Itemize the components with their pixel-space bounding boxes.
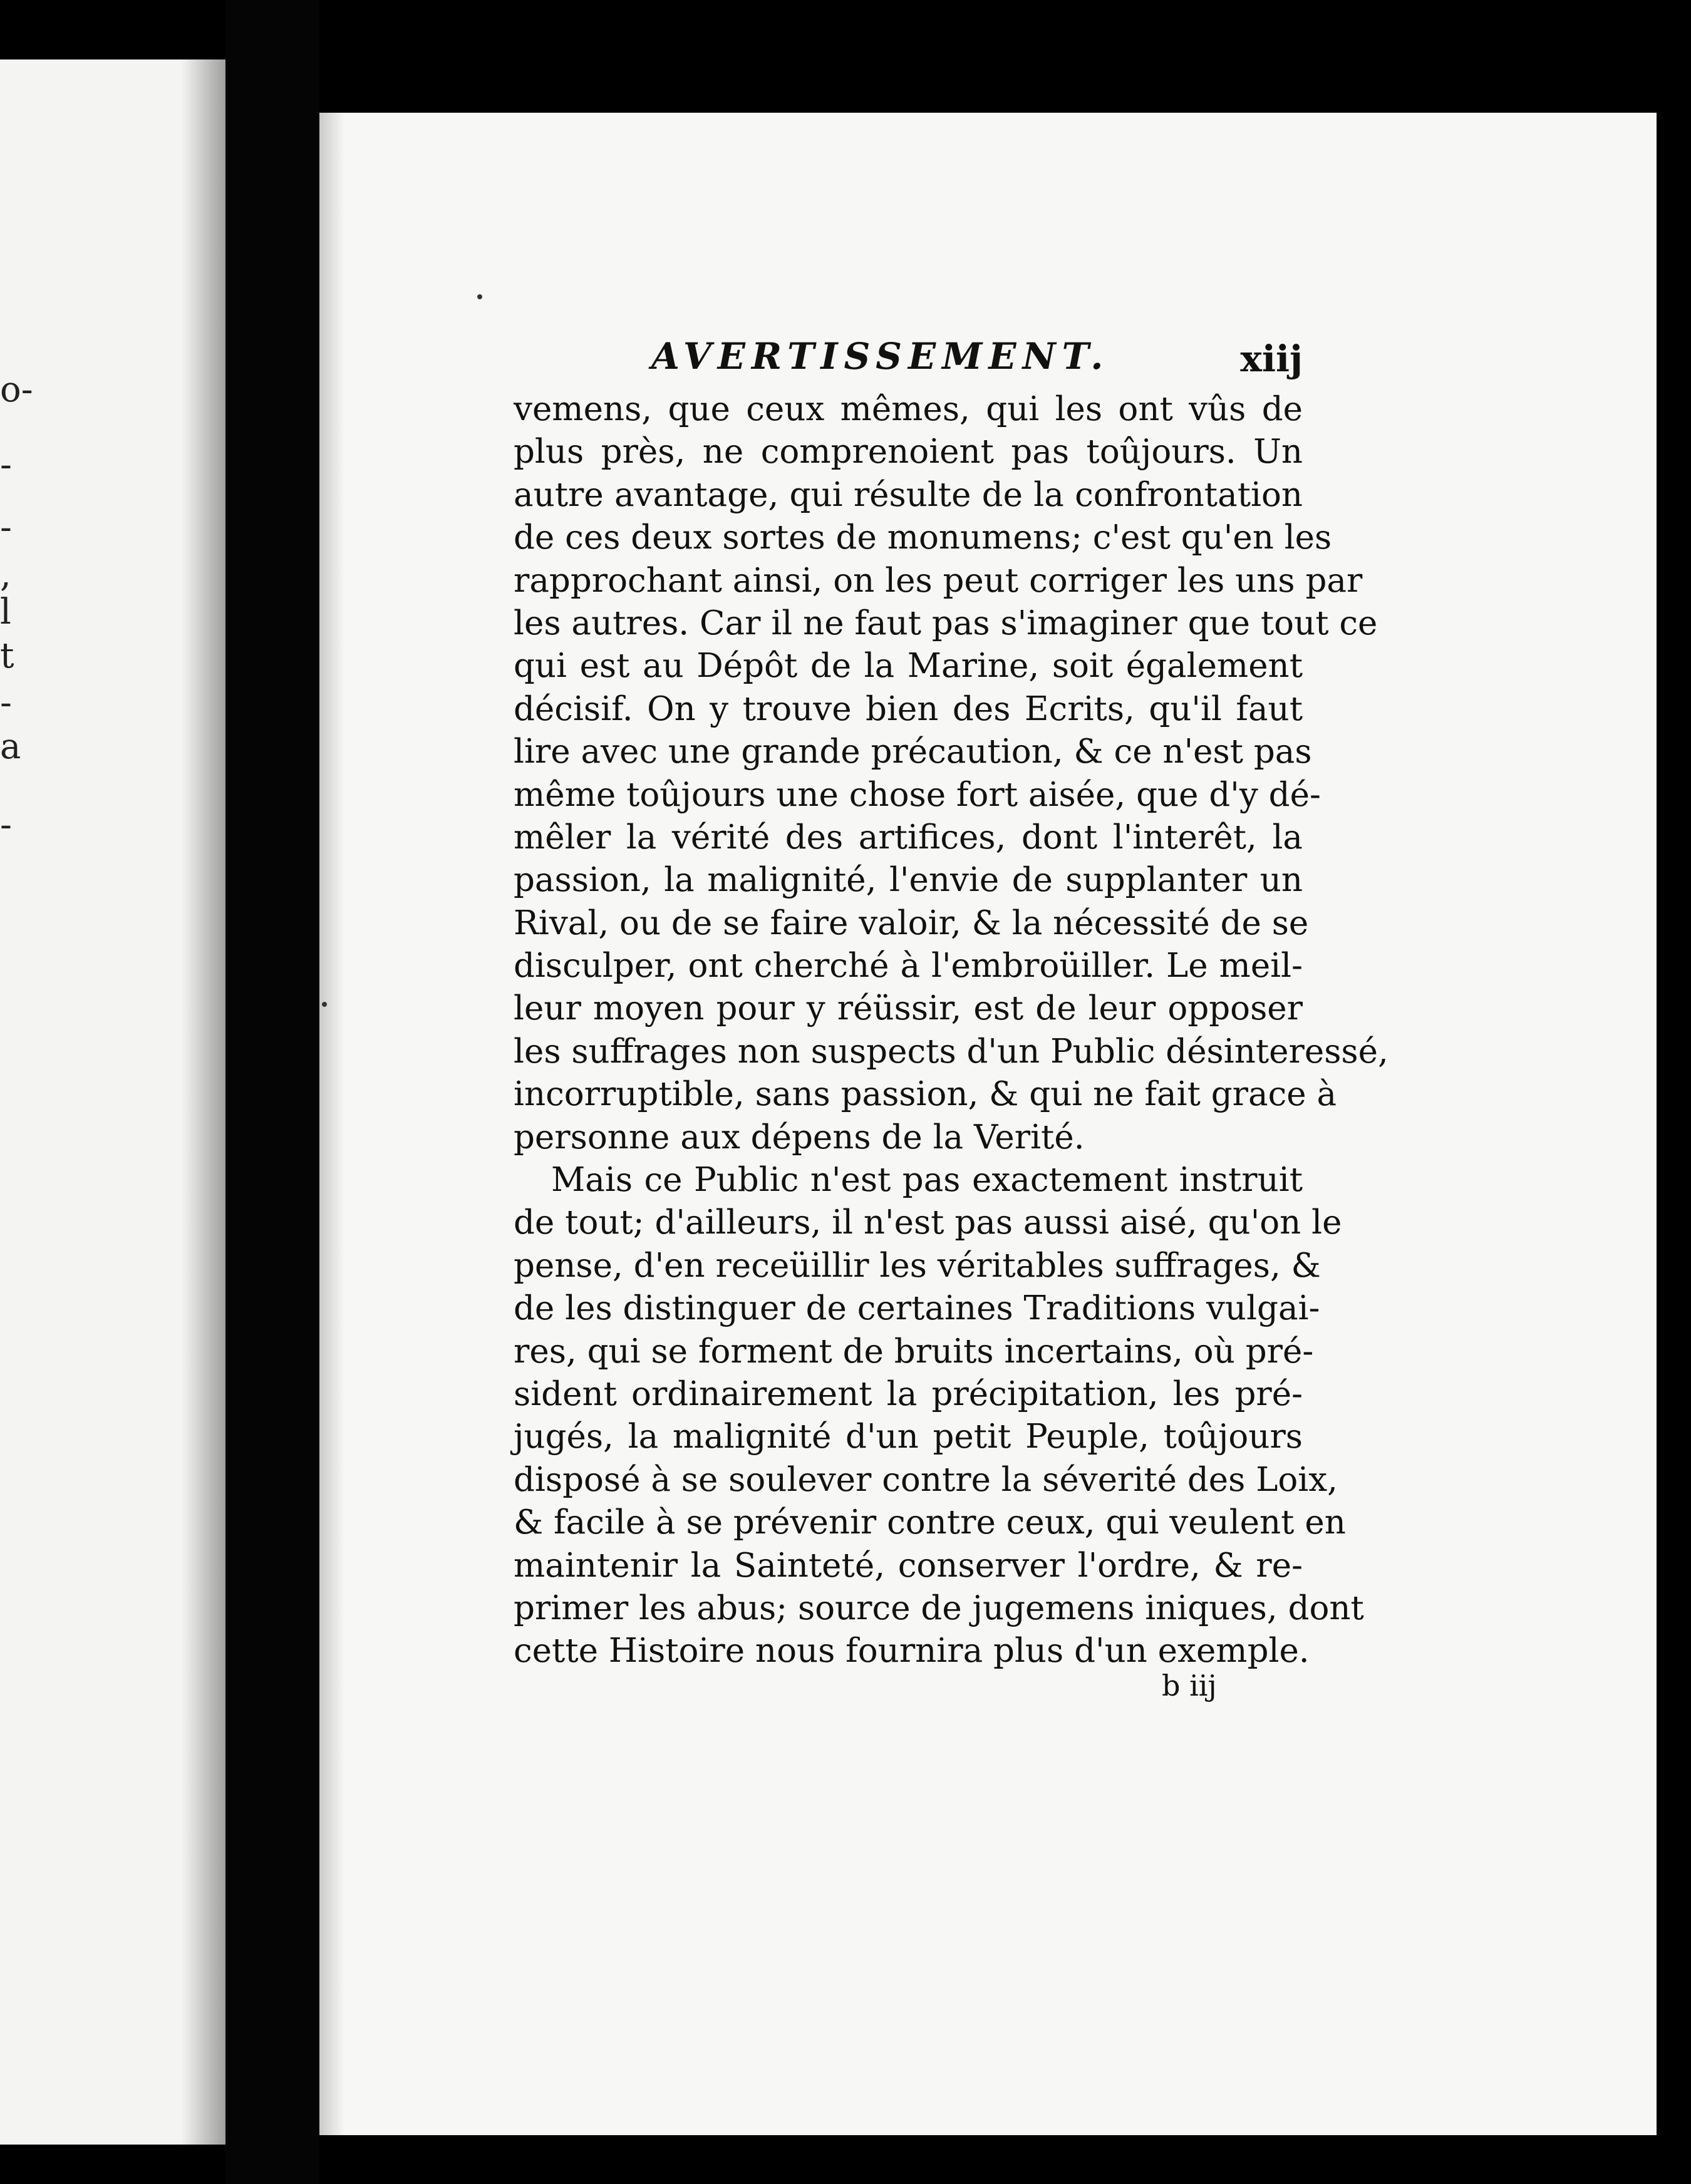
text-line: res, qui se forment de bruits incertains, où pré-: [514, 1332, 1314, 1371]
text-line: vemens, que ceux mêmes, qui les ont vûs de: [514, 390, 1303, 428]
text-line: même toûjours une chose fort aisée, que d'y dé-: [514, 775, 1321, 814]
book-gutter: [225, 0, 319, 2184]
left-margin-glyph: l: [0, 592, 11, 632]
text-line: Rival, ou de se faire valoir, & la nécessité de se: [514, 904, 1309, 942]
text-line: sident ordinairement la précipitation, les pré-: [514, 1374, 1303, 1413]
text-line: autre avantage, qui résulte de la confrontation: [514, 475, 1303, 514]
text-line: lire avec une grande précaution, & ce n'est pas: [514, 733, 1312, 771]
text-line: incorruptible, sans passion, & qui ne fait grace à: [514, 1075, 1337, 1114]
text-line: primer les abus; source de jugemens iniques, dont: [514, 1589, 1364, 1627]
text-line: de tout; d'ailleurs, il n'est pas aussi aisé, qu'on le: [514, 1203, 1342, 1242]
text-line: les suffrages non suspects d'un Public désinteressé,: [514, 1032, 1388, 1071]
paragraph-start-line: Mais ce Public n'est pas exactement instruit: [551, 1161, 1303, 1200]
running-title: AVERTISSEMENT.: [651, 335, 1110, 378]
text-line: & facile à se prévenir contre ceux, qui veulent en: [514, 1503, 1346, 1542]
left-margin-glyph: t: [0, 636, 14, 676]
text-line: de les distinguer de certaines Traditions vulgai-: [514, 1289, 1320, 1328]
text-line: de ces deux sortes de monumens; c'est qu'en les: [514, 518, 1332, 557]
text-line: pense, d'en receüillir les véritables suffrages, &: [514, 1246, 1321, 1285]
text-line: décisif. On y trouve bien des Ecrits, qu'il faut: [514, 689, 1303, 728]
left-margin-glyph: o-: [0, 369, 33, 410]
left-page-fragment: [0, 59, 225, 2145]
text-line: plus près, ne comprenoient pas toûjours. Un: [514, 433, 1303, 471]
text-line: disculper, ont cherché à l'embroüiller. Le meil-: [514, 947, 1303, 986]
left-margin-glyph: -: [0, 445, 12, 485]
right-page-edge-shadow: [319, 113, 344, 2135]
text-line: rapprochant ainsi, on les peut corriger les uns par: [514, 561, 1363, 600]
left-margin-glyph: -: [0, 507, 12, 548]
left-margin-glyph: a: [0, 726, 21, 767]
text-line: leur moyen pour y réüssir, est de leur opposer: [514, 989, 1303, 1028]
body-text: [514, 388, 1388, 1673]
text-line: passion, la malignité, l'envie de supplanter un: [514, 861, 1303, 900]
text-line: cette Histoire nous fournira plus d'un exemple.: [514, 1632, 1310, 1671]
text-line: qui est au Dépôt de la Marine, soit également: [514, 647, 1303, 686]
text-line: jugés, la malignité d'un petit Peuple, toûjours: [514, 1418, 1303, 1456]
text-line: les autres. Car il ne faut pas s'imaginer que tout ce: [514, 604, 1378, 642]
text-line: disposé à se soulever contre la séverité des Loix,: [514, 1460, 1338, 1499]
text-line: maintenir la Sainteté, conserver l'ordre, & re-: [514, 1546, 1303, 1585]
paragraph-end-line: personne aux dépens de la Verité.: [514, 1118, 1085, 1156]
left-margin-glyph: -: [0, 682, 12, 723]
text-line: mêler la vérité des artifices, dont l'interêt, la: [514, 818, 1303, 857]
signature-mark: b iij: [1162, 1669, 1217, 1702]
paper-speck: [322, 1002, 327, 1007]
paper-speck: [477, 294, 482, 299]
left-margin-glyph: ,: [0, 554, 11, 595]
page-number: xiij: [1240, 337, 1303, 380]
left-margin-glyph: -: [0, 805, 12, 845]
left-page-shadow: [182, 59, 225, 2145]
page-header: [651, 335, 1303, 385]
